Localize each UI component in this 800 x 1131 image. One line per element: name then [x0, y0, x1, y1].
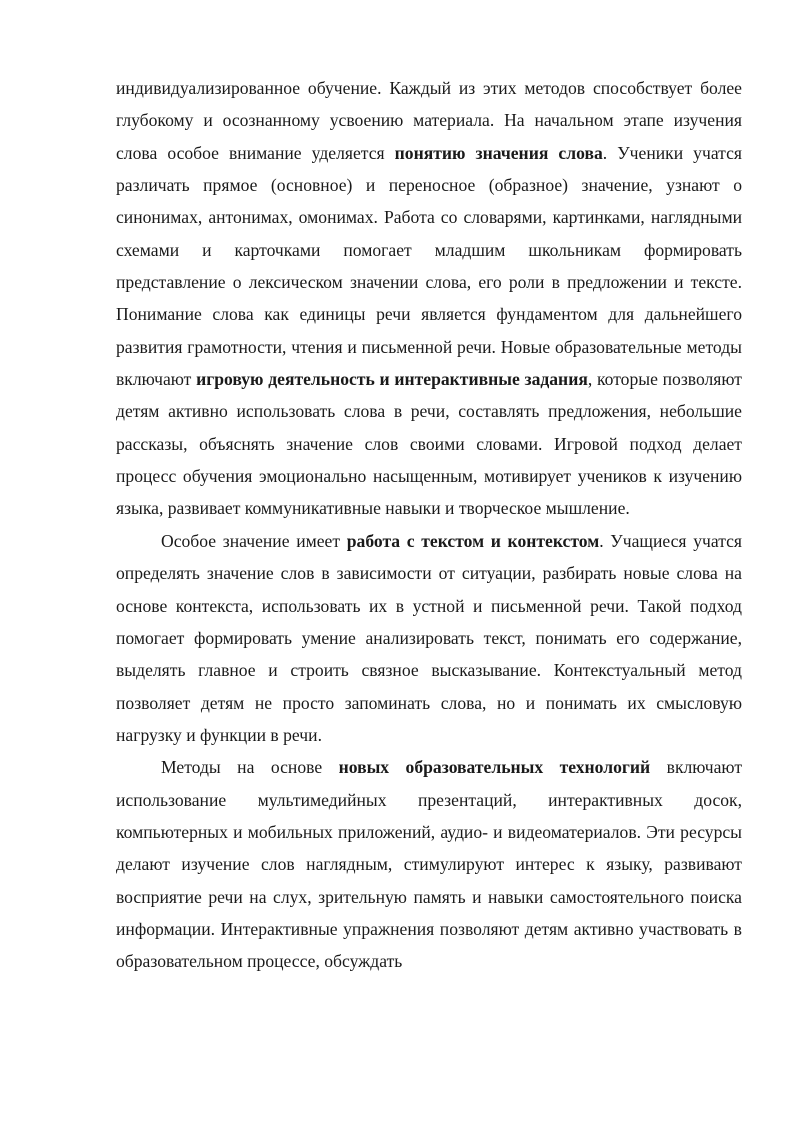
bold-term-text-context: работа с текстом и контекстом: [346, 530, 600, 551]
paragraph-new-technologies: [116, 751, 742, 977]
text-run: включают использование мультимедийных презентаций, интерактивных досок, компьютерных и мобильных приложений, аудио- и видеоматериалов. Эти ресурсы делают изучение слов наглядным, стимулируют интерес к языку, развивают восприятие речи на слух, зрительную память и навыки самостоятельного поиска информации. Интерактивные упражнения позволяют детям активно участвовать в образовательном процессе, обсуждать: [116, 757, 743, 972]
paragraph-word-meaning: [116, 72, 742, 525]
text-run: . Ученики учатся различать прямое (основное) и переносное (образное) значение, узнают о синонимах, антонимах, омонимах. Работа со словарями, картинками, наглядными схемами и карточками помогает младшим школьникам формировать представление о лексическом значении слова, его роли в предложении и тексте. Понимание слова как единицы речи является фундаментом для дальнейшего развития грамотности, чтения и письменной речи. Новые образовательные методы включают: [116, 142, 742, 390]
text-run: индивидуализированное обучение. Каждый из этих методов способствует более глубокому и осознанному усвоению материала. На начальном этапе изучения слова особое внимание уделяется: [116, 78, 742, 163]
text-run: Методы на основе: [161, 757, 339, 778]
paragraph-text-context: [116, 525, 742, 751]
bold-term-game-activity: игровую деятельность и интерактивные задания: [196, 369, 588, 390]
bold-term-new-technologies: новых образовательных технологий: [338, 757, 651, 778]
text-run: , которые позволяют детям активно использовать слова в речи, составлять предложения, небольшие рассказы, объяснять значение слов своими словами. Игровой подход делает процесс обучения эмоционально насыщенным, мотивирует учеников к изучению языка, развивает коммуникативные навыки и творческое мышление.: [116, 369, 742, 519]
document-body: [116, 72, 742, 978]
bold-term-word-meaning: понятию значения слова: [394, 142, 603, 163]
text-run: . Учащиеся учатся определять значение слов в зависимости от ситуации, разбирать новые слова на основе контекста, использовать их в устной и письменной речи. Такой подход помогает формировать умение анализировать текст, понимать его содержание, выделять главное и строить связное высказывание. Контекстуальный метод позволяет детям не просто запоминать слова, но и понимать их смысловую нагрузку и функции в речи.: [116, 530, 742, 745]
text-run: Особое значение имеет: [161, 530, 347, 551]
